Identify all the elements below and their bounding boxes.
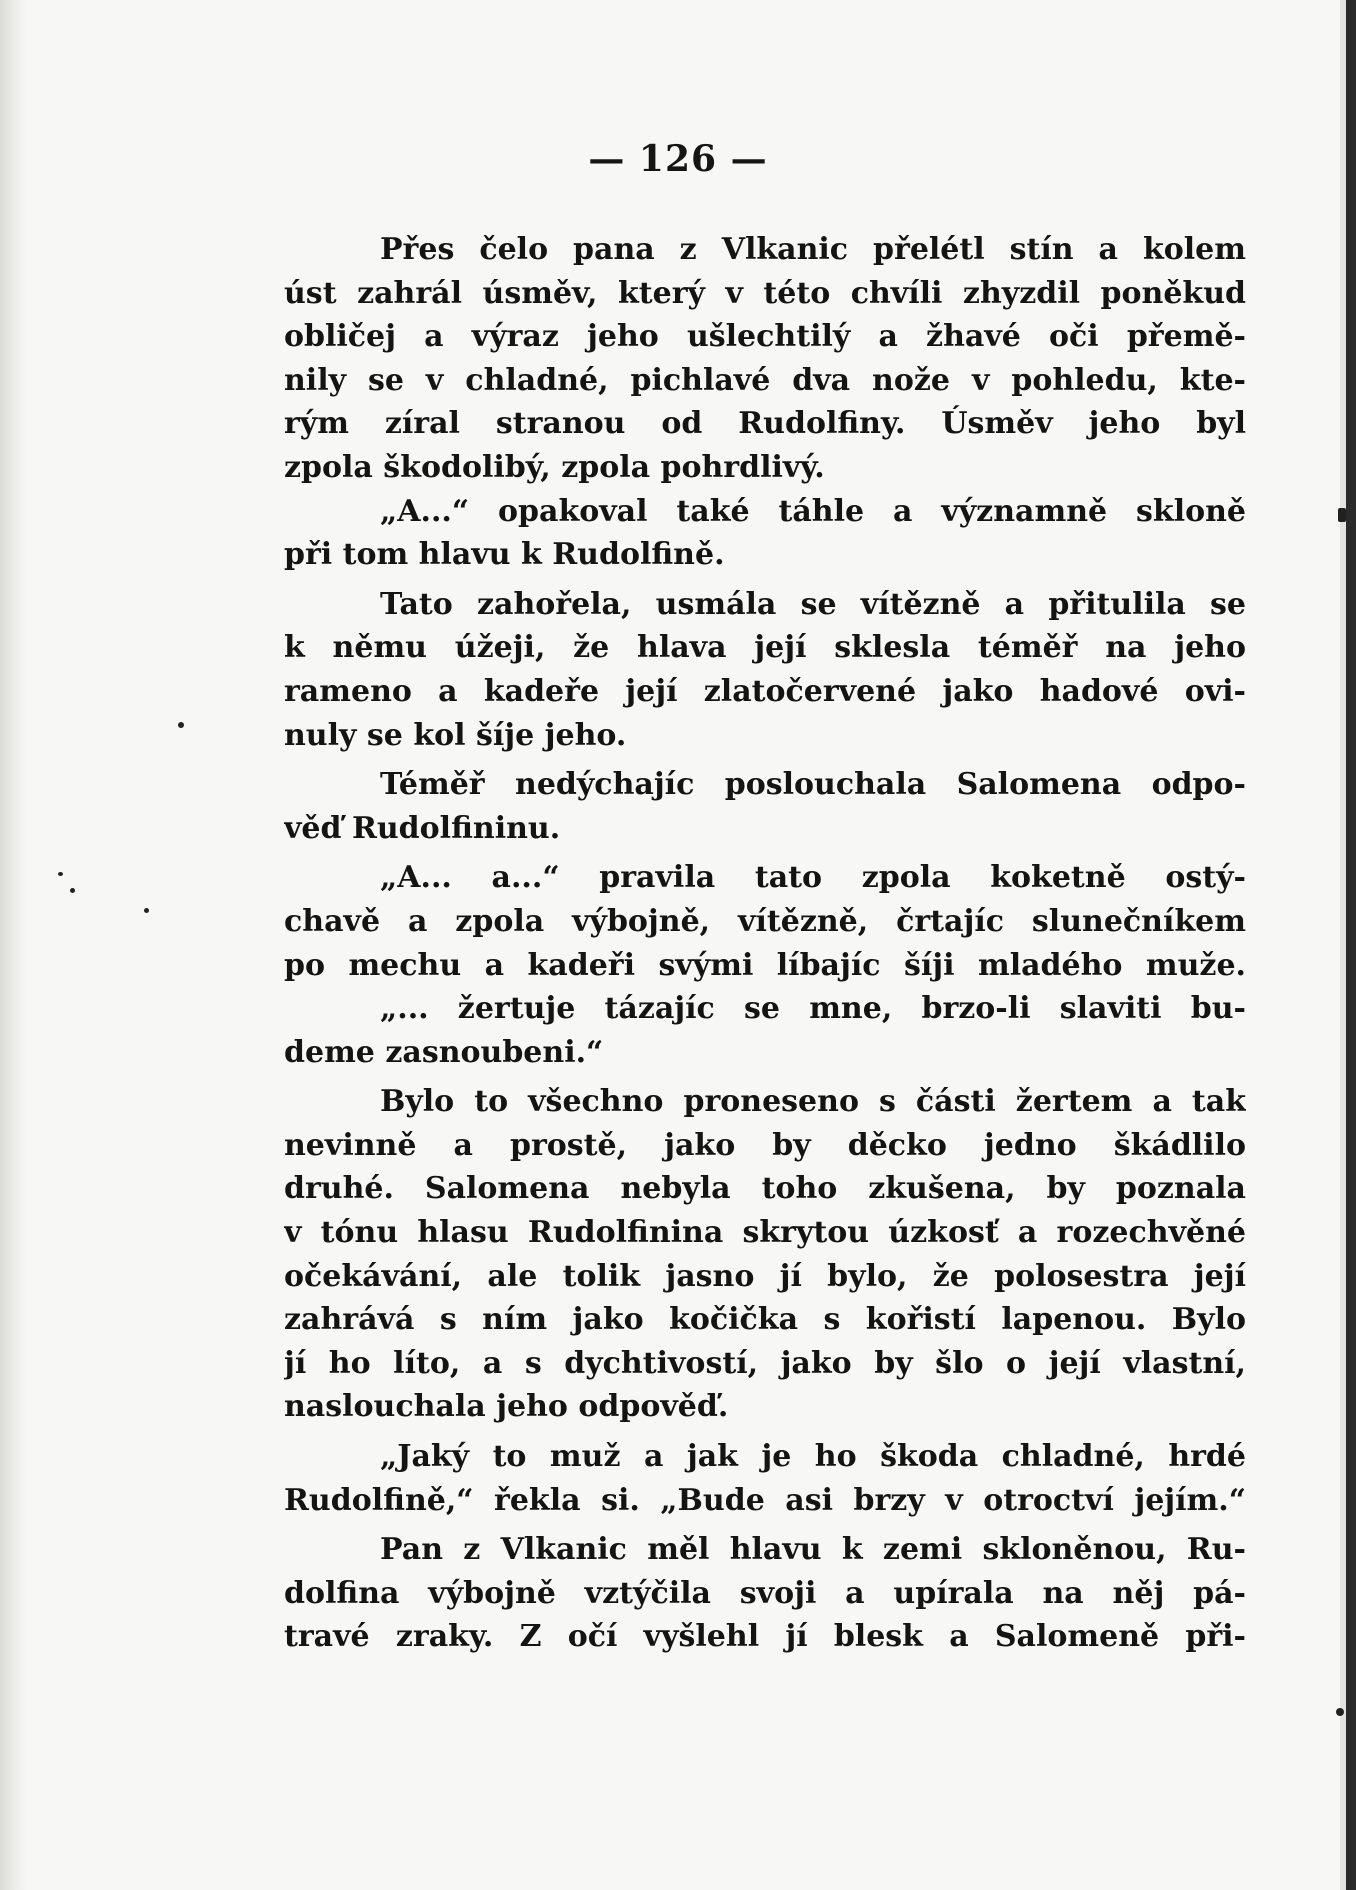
text-line: rým zíral stranou od Rudolfiny. Úsměv jeho byl [284,406,1246,442]
text-line: jí ho líto, a s dychtivostí, jako by šlo o její vlastní, [284,1345,1246,1381]
scan-speck [144,908,149,913]
scan-shadow-left [0,0,28,1890]
text-line: při tom hlavu k Rudolfině. [284,537,725,573]
text-line: chavě a zpola výbojně, vítězně, črtajíc slunečníkem [284,903,1246,939]
text-line: úst zahrál úsměv, který v této chvíli zhyzdil poněkud [284,275,1246,311]
text-line: „A... a...“ pravila tato zpola koketně ostý- [380,860,1246,896]
text-line: Bylo to všechno proneseno s části žertem a tak [380,1084,1246,1120]
text-line: druhé. Salomena nebyla toho zkušena, by poznala [284,1171,1246,1207]
text-line: nevinně a prostě, jako by děcko jedno škádlilo [284,1127,1246,1163]
text-line: Přes čelo pana z Vlkanic přelétl stín a kolem [380,232,1246,267]
text-line: v tónu hlasu Rudolfinina skrytou úzkosť a rozechvěné [284,1215,1246,1251]
scan-speck [1336,1708,1344,1716]
text-line: po mechu a kadeři svými líbajíc šíji mladého muže. [284,947,1246,983]
text-line: „A...“ opakoval také táhle a významně skloně [380,493,1246,529]
text-line: k němu úžeji, že hlava její sklesla téměř na jeho [284,630,1246,666]
text-line: věď Rudolfininu. [284,810,561,846]
text-line: rameno a kadeře její zlatočervené jako hadové ovi- [284,673,1246,709]
scan-speck [70,888,75,893]
text-line: Rudolfině,“ řekla si. „Bude asi brzy v otroctví jejím.“ [284,1482,1246,1518]
text-line: naslouchala jeho odpověď. [284,1389,729,1425]
text-line: zahrává s ním jako kočička s kořistí lapenou. Bylo [284,1302,1246,1338]
text-line: obličej a výraz jeho ušlechtilý a žhavé oči přemě- [284,319,1246,355]
text-line: očekávání, ale tolik jasno jí bylo, že polosestra její [284,1258,1246,1294]
text-line: „... žertuje tázajíc se mne, brzo-li slaviti bu- [380,991,1246,1027]
scan-speck [178,722,184,728]
scan-speck [1338,508,1346,522]
text-line: nily se v chladné, pichlavé dva nože v pohledu, kte- [284,362,1246,398]
body-text [284,228,1246,1659]
text-line: Téměř nedýchajíc poslouchala Salomena odpo- [380,767,1246,803]
text-line: Tato zahořela, usmála se vítězně a přitulila se [380,586,1246,622]
text-line: travé zraky. Z očí vyšlehl jí blesk a Salomeně při- [284,1619,1246,1655]
text-line: deme zasnoubeni.“ [284,1034,604,1070]
text-line: „Jaký to muž a jak je ho škoda chladné, hrdé [380,1439,1246,1475]
text-line: zpola škodolibý, zpola pohrdlivý. [284,449,825,485]
text-line: Pan z Vlkanic měl hlavu k zemi skloněnou, Ru- [380,1532,1246,1568]
scan-border-right [1346,0,1356,1890]
text-line: nuly se kol šíje jeho. [284,717,627,753]
page-number: — 126 — [588,138,768,180]
text-line: dolfina výbojně vztýčila svoji a upírala na něj pá- [284,1575,1246,1611]
scan-speck [58,872,63,876]
